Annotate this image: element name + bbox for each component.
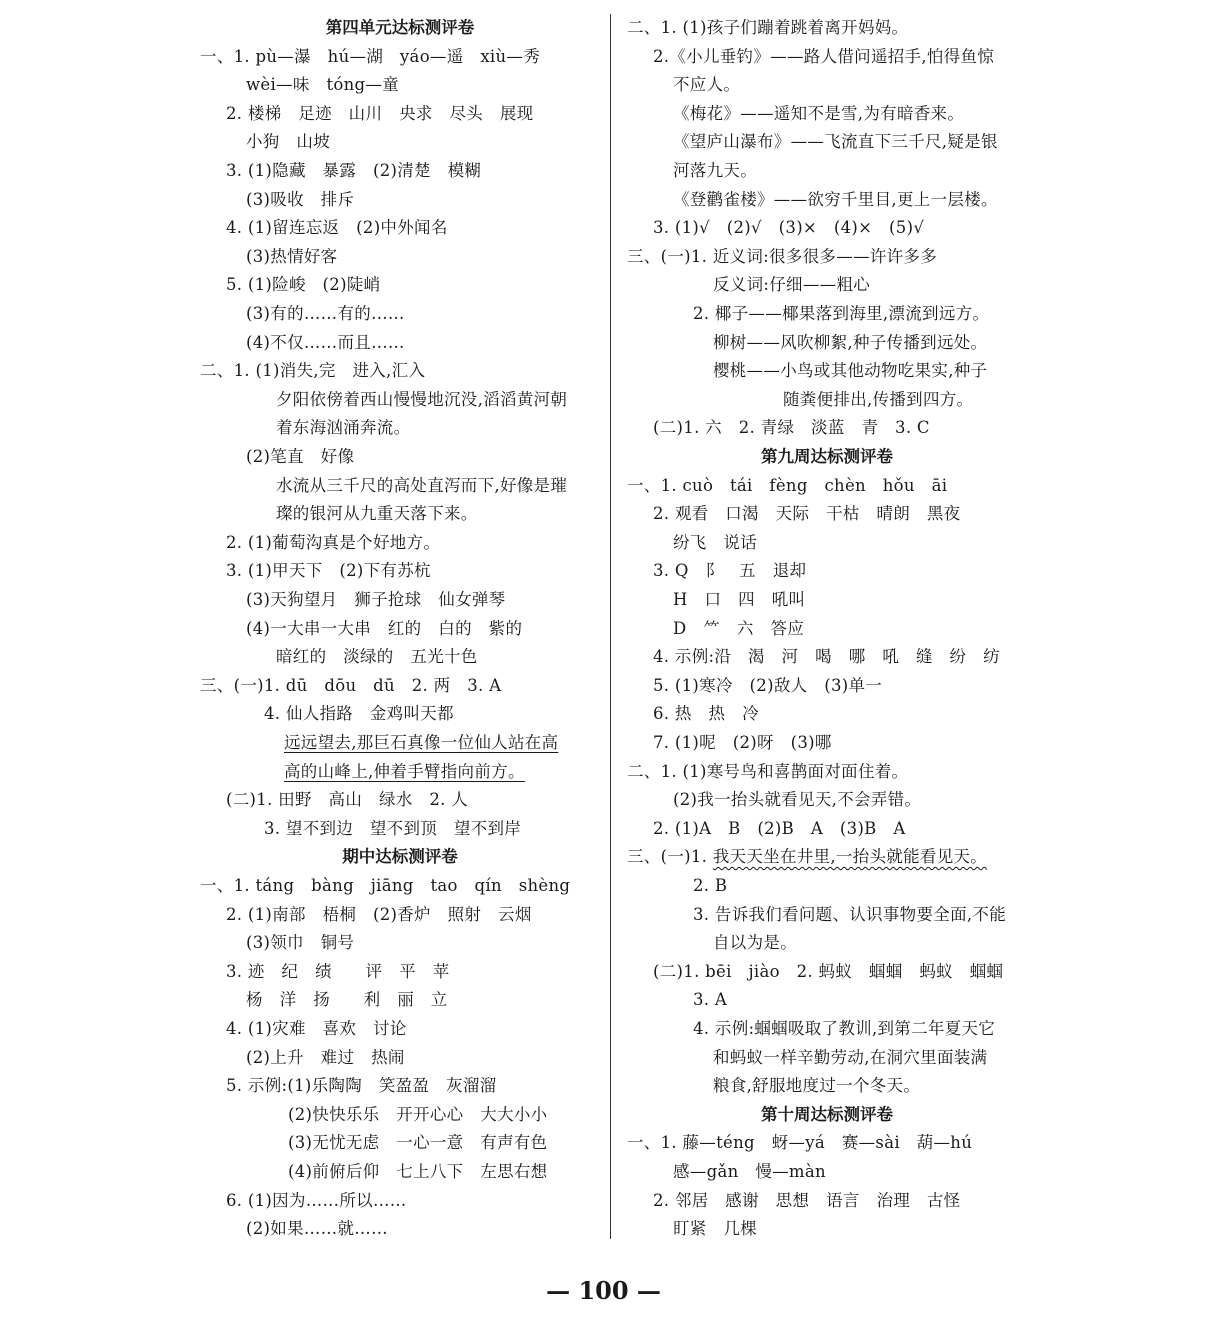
left-answer-line: (3)热情好客	[246, 247, 338, 266]
left-answer-line: 着东海汹涌奔流。	[276, 418, 411, 437]
left-answer-line: 暗红的 淡绿的 五光十色	[276, 647, 478, 666]
right-answer-line: 3. A	[693, 990, 728, 1009]
left-answer-line: (二)1. 田野 高山 绿水 2. 人	[226, 790, 469, 809]
right-answer-line: 纷飞 说话	[673, 533, 757, 552]
left-answer-line: (3)领巾 铜号	[246, 933, 355, 952]
right-answer-line: 3. 告诉我们看问题、认识事物要全面,不能	[693, 905, 1007, 924]
left-answer-line: 3. 望不到边 望不到顶 望不到岸	[264, 819, 522, 838]
right-answer-line: 二、1. (1)寒号鸟和喜鹊面对面住着。	[627, 762, 909, 781]
wavy-underlined-answer: 我天天坐在井里,一抬头就能看见天。	[712, 847, 988, 866]
left-answer-line: (4)前俯后仰 七上八下 左思右想	[288, 1162, 548, 1181]
right-answer-line: H 口 四 吼叫	[673, 590, 806, 609]
right-answer-line: 3. (1)√ (2)√ (3)× (4)× (5)√	[653, 218, 925, 237]
right-answer-line: 盯紧 几棵	[673, 1219, 757, 1238]
right-answer-line: 2. B	[693, 876, 728, 895]
left-answer-line: 二、1. (1)消失,完 进入,汇入	[200, 361, 426, 380]
right-answer-line: 一、1. 藤—téng 蚜—yá 赛—sài 葫—hú	[627, 1133, 973, 1152]
left-answer-line: 三、(一)1. dū dōu dū 2. 两 3. A	[200, 676, 502, 695]
right-answer-line	[627, 843, 987, 871]
left-answer-line: 4. 仙人指路 金鸡叫天都	[264, 704, 454, 723]
right-answer-line: 2.《小儿垂钓》——路人借问遥招手,怕得鱼惊	[653, 47, 995, 66]
right-answer-line: 4. 示例:蝈蝈吸取了教训,到第二年夏天它	[693, 1019, 996, 1038]
left-underlined-answer: 高的山峰上,伸着手臂指向前方。	[284, 762, 525, 781]
left-answer-line: (2)上升 难过 热闹	[246, 1048, 405, 1067]
left-answer-line: 3. 迹 纪 绩 评 平 苹	[226, 962, 450, 981]
right-answer-line: 粮食,舒服地度过一个冬天。	[713, 1076, 921, 1095]
left-answer-line: (3)有的……有的……	[246, 304, 405, 323]
left-answer-line: (2)笔直 好像	[246, 447, 355, 466]
right-section-heading: 第十周达标测评卷	[761, 1105, 893, 1124]
left-answer-line: 小狗 山坡	[246, 132, 330, 151]
right-answer-line: (二)1. bēi jiào 2. 蚂蚁 蝈蝈 蚂蚁 蝈蝈	[653, 962, 1004, 981]
left-section-heading: 期中达标测评卷	[342, 847, 458, 866]
left-answer-line: (3)天狗望月 狮子抢球 仙女弹琴	[246, 590, 506, 609]
right-answer-line: 和蚂蚁一样辛勤劳动,在洞穴里面装满	[713, 1048, 988, 1067]
left-answer-line: 5. 示例:(1)乐陶陶 笑盈盈 灰溜溜	[226, 1076, 497, 1095]
left-answer-line: (4)一大串一大串 红的 白的 紫的	[246, 619, 523, 638]
right-answer-line: 6. 热 热 冷	[653, 704, 759, 723]
left-answer-line: 水流从三千尺的高处直泻而下,好像是璀	[276, 476, 568, 495]
left-answer-line: (3)吸收 排斥	[246, 190, 355, 209]
right-answer-line: 《望庐山瀑布》——飞流直下三千尺,疑是银	[673, 132, 998, 151]
right-answer-line: 4. 示例:沿 渴 河 喝 哪 吼 缝 纷 纺	[653, 647, 1000, 666]
left-answer-line: 2. (1)葡萄沟真是个好地方。	[226, 533, 441, 552]
right-answer-line: 《梅花》——遥知不是雪,为有暗香来。	[673, 104, 965, 123]
left-answer-line: (4)不仅……而且……	[246, 333, 405, 352]
right-answer-line: (二)1. 六 2. 青绿 淡蓝 青 3. C	[653, 418, 930, 437]
right-section-heading: 第九周达标测评卷	[761, 447, 893, 466]
right-answer-line: 三、(一)1. 近义词:很多很多——许许多多	[627, 247, 938, 266]
right-answer-line: 一、1. cuò tái fèng chèn hǒu āi	[627, 476, 948, 495]
left-answer-line: 2. (1)南部 梧桐 (2)香炉 照射 云烟	[226, 905, 532, 924]
left-answer-line: 4. (1)灾难 喜欢 讨论	[226, 1019, 407, 1038]
left-answer-line: 夕阳依傍着西山慢慢地沉没,滔滔黄河朝	[276, 390, 568, 409]
column-divider	[610, 14, 611, 1239]
left-answer-line: 2. 楼梯 足迹 山川 央求 尽头 展现	[226, 104, 534, 123]
right-answer-line: 樱桃——小鸟或其他动物吃果实,种子	[713, 361, 988, 380]
left-answer-line: 3. (1)甲天下 (2)下有苏杭	[226, 561, 431, 580]
right-answer-line: D ⺮ 六 答应	[673, 619, 805, 638]
right-answer-line: 《登鹳雀楼》——欲穷千里目,更上一层楼。	[673, 190, 998, 209]
left-answer-line: 璨的银河从九重天落下来。	[276, 504, 478, 523]
right-answer-line: 河落九天。	[673, 161, 757, 180]
left-section-heading: 第四单元达标测评卷	[325, 18, 475, 37]
right-answer-line: 柳树——风吹柳絮,种子传播到远处。	[713, 333, 988, 352]
left-answer-line: wèi—味 tóng—童	[246, 75, 400, 94]
right-answer-line: 2. (1)A B (2)B A (3)B A	[653, 819, 906, 838]
right-answer-line: 2. 观看 口渴 天际 干枯 晴朗 黑夜	[653, 504, 961, 523]
right-answer-line: 2. 椰子——椰果落到海里,漂流到远方。	[693, 304, 990, 323]
left-answer-line: 6. (1)因为……所以……	[226, 1191, 407, 1210]
left-answer-line: 杨 洋 扬 利 丽 立	[246, 990, 448, 1009]
left-answer-line: 一、1. pù—瀑 hú—湖 yáo—遥 xiù—秀	[200, 47, 541, 66]
left-answer-line: 一、1. táng bàng jiāng tao qín shèng	[200, 876, 571, 895]
right-answer-line: 3. Q 阝 五 退却	[653, 561, 807, 580]
left-answer-line: 3. (1)隐藏 暴露 (2)清楚 模糊	[226, 161, 482, 180]
right-answer-line: 二、1. (1)孩子们蹦着跳着离开妈妈。	[627, 18, 909, 37]
right-answer-line: 随粪便排出,传播到四方。	[783, 390, 974, 409]
answer-number: 三、(一)1.	[627, 847, 713, 866]
right-answer-line: 反义词:仔细——粗心	[713, 275, 871, 294]
right-answer-line: (2)我一抬头就看见天,不会弄错。	[673, 790, 922, 809]
right-answer-line: 2. 邻居 感谢 思想 语言 治理 古怪	[653, 1191, 961, 1210]
left-answer-line: (2)如果……就……	[246, 1219, 388, 1238]
left-answer-line: (3)无忧无虑 一心一意 有声有色	[288, 1133, 548, 1152]
right-answer-line: 感—gǎn 慢—màn	[673, 1162, 826, 1181]
left-answer-line: 4. (1)留连忘返 (2)中外闻名	[226, 218, 448, 237]
left-underlined-answer: 远远望去,那巨石真像一位仙人站在高	[284, 733, 559, 752]
right-answer-line: 7. (1)呢 (2)呀 (3)哪	[653, 733, 832, 752]
left-answer-line: (2)快快乐乐 开开心心 大大小小	[288, 1105, 548, 1124]
right-answer-line: 不应人。	[673, 75, 741, 94]
right-answer-line: 自以为是。	[713, 933, 797, 952]
right-answer-line: 5. (1)寒冷 (2)敌人 (3)单一	[653, 676, 883, 695]
page-number: — 100 —	[546, 1276, 661, 1305]
left-answer-line: 5. (1)险峻 (2)陡峭	[226, 275, 381, 294]
